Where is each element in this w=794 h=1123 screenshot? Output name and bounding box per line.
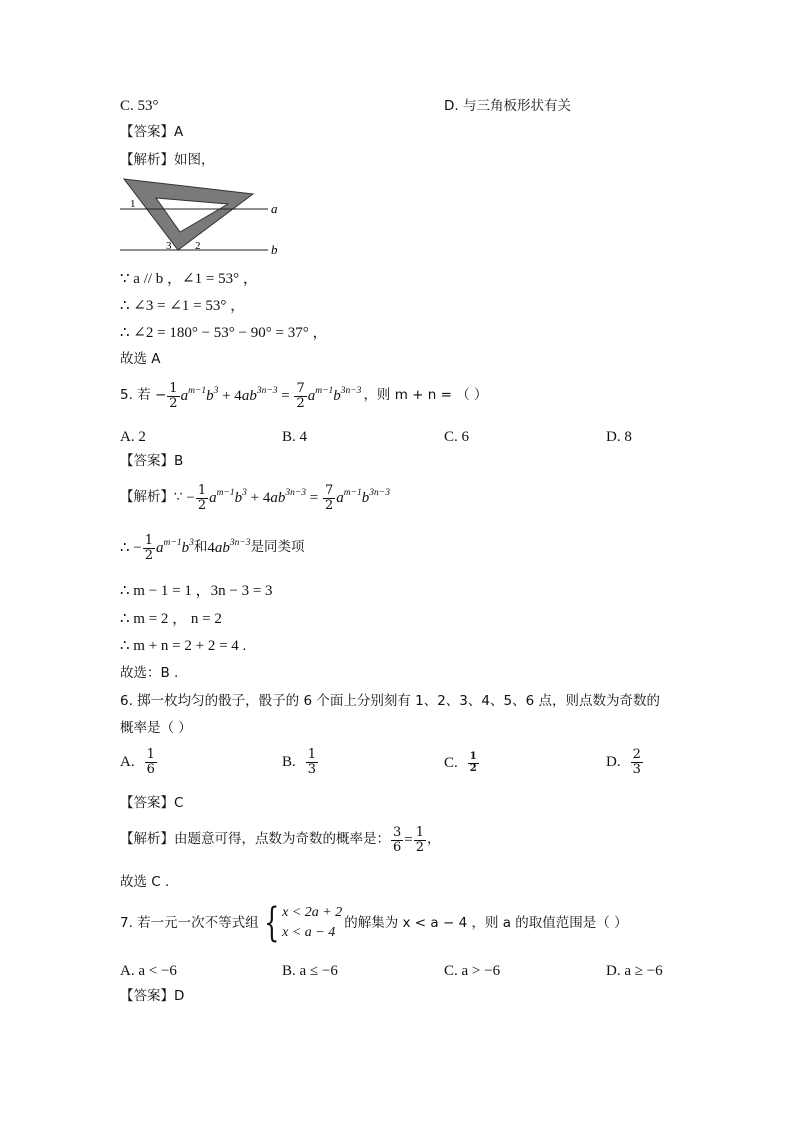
- q5-similar-terms-line: ∴ − $\frac{1}{2}$ $a^{m-1}b^3$ 和 4 $ab^{3n-3}$ 是同类项: [120, 533, 305, 563]
- q4-step-2: ∴ ∠3 = ∠1 = 53° ，: [120, 298, 246, 314]
- q5-fraction-half: $\frac{1}{2}$: [169, 381, 178, 411]
- q6-option-a: A. $\frac{1}{6}$: [120, 747, 155, 777]
- q6-answer: 【答案】C: [120, 795, 184, 811]
- triangle-ruler-figure: [118, 174, 288, 260]
- q4-answer: 【答案】A: [120, 124, 184, 140]
- inequality-1: x < 2a + 2: [282, 905, 343, 920]
- q6-option-c: C. $\frac{1}{2}$: [444, 751, 477, 774]
- inequality-2: x < a − 4: [282, 925, 336, 941]
- angle-3-label: 3: [166, 240, 172, 252]
- q7-stem: [120, 900, 628, 947]
- q6-option-d: D. $\frac{2}{3}$: [606, 747, 641, 777]
- angle-2-label: 2: [195, 240, 201, 252]
- q4-analysis-intro: 【解析】如图，: [120, 152, 215, 168]
- q5-fraction-seven-half: $\frac{7}{2}$: [296, 381, 305, 411]
- q4-conclusion: 故选 A: [120, 351, 161, 367]
- q5-option-c: C. 6: [444, 429, 470, 445]
- q5-similar-text: 是同类项: [250, 539, 305, 556]
- q5-step-2: ∴ m = 2 ， n = 2: [120, 611, 222, 627]
- triangle-ruler-shape: [124, 179, 253, 250]
- q5-stem-prefix: 5. 若 −: [120, 387, 167, 404]
- q5-stem: 5. 若 − $\frac{1}{2}$ $a^{m-1}b^3$ + 4 $ab^{3n-3}$ = $\frac{7}{2}$ $a^{m-1}b^{3n-3}$ ，则 m + n = （ ）: [120, 381, 488, 411]
- q6-analysis-text: 【解析】由题意可得，点数为奇数的概率是：: [120, 831, 390, 848]
- angle-1-label: 1: [130, 198, 136, 210]
- q6-stem-line-1: 6. 掷一枚均匀的骰子，骰子的 6 个面上分别刻有 1、2、3、4、5、6 点，则点数为奇数的: [120, 693, 660, 709]
- q5-option-d: D. 8: [606, 429, 632, 445]
- q4-step-1: ∵ a // b ，∠1 = 53° ，: [120, 271, 258, 287]
- q7-option-d: D. a ≥ −6: [606, 963, 663, 979]
- line-b-label: b: [271, 242, 278, 257]
- q6-stem-line-2: 概率是（ ）: [120, 720, 192, 736]
- q5-analysis-line: 【解析】∵ − $\frac{1}{2}$ $a^{m-1}b^3$ + 4 $ab^{3n-3}$ = $\frac{7}{2}$ $a^{m-1}b^{3n-3}$: [120, 483, 390, 513]
- q5-option-a: A. 2: [120, 429, 146, 445]
- q5-answer: 【答案】B: [120, 453, 184, 469]
- q7-option-a: A. a < −6: [120, 963, 177, 979]
- q5-stem-suffix: ，则 m + n = （ ）: [363, 387, 488, 404]
- q7-stem-prefix: 7. 若一元一次不等式组: [120, 914, 259, 931]
- q5-analysis-label: 【解析】∵: [120, 489, 183, 506]
- q7-option-b: B. a ≤ −6: [282, 963, 338, 979]
- q4-step-3: ∴ ∠2 = 180° − 53° − 90° = 37° ，: [120, 325, 328, 341]
- q7-stem-mid: 的解集为 x < a − 4 ，则 a 的取值范围是（ ）: [344, 914, 628, 931]
- q4-option-d: D. 与三角板形状有关: [444, 98, 571, 114]
- q6-conclusion: 故选 C .: [120, 874, 170, 890]
- q5-step-3: ∴ m + n = 2 + 2 = 4 .: [120, 638, 247, 654]
- inequality-system: { x < 2a + 2 x < a − 4: [263, 900, 343, 947]
- q7-answer: 【答案】D: [120, 988, 185, 1004]
- q7-option-c: C. a > −6: [444, 963, 501, 979]
- q6-option-b: B. $\frac{1}{3}$: [282, 747, 317, 777]
- line-a-label: a: [271, 201, 278, 216]
- q6-analysis-line: 【解析】由题意可得，点数为奇数的概率是： $\frac{3}{6}$ = $\frac{1}{2}$ ，: [120, 825, 441, 855]
- q5-conclusion: 故选：B .: [120, 665, 179, 681]
- q5-option-b: B. 4: [282, 429, 308, 445]
- q4-option-c: C. 53°: [120, 98, 159, 114]
- q5-step-1: ∴ m − 1 = 1 ，3n − 3 = 3: [120, 583, 273, 599]
